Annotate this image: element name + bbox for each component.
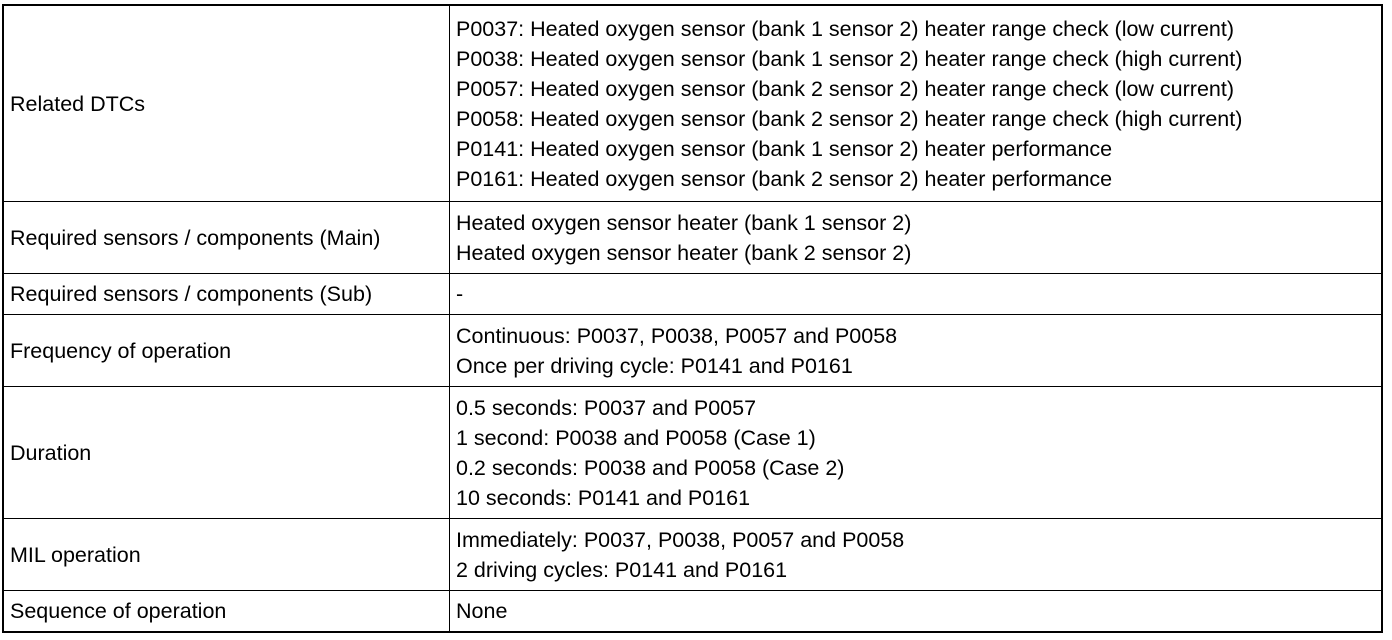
row-label: MIL operation <box>3 519 450 591</box>
value-line: 2 driving cycles: P0141 and P0161 <box>456 557 788 582</box>
row-value <box>450 387 1383 519</box>
value-line: Continuous: P0037, P0038, P0057 and P0058 <box>456 323 898 348</box>
row-label: Related DTCs <box>3 5 450 202</box>
row-label: Frequency of operation <box>3 315 450 387</box>
table-row-frequency <box>3 315 1382 387</box>
value-line: P0057: Heated oxygen sensor (bank 2 sensor 2) heater range check (low current) <box>456 76 1235 101</box>
value-line: Heated oxygen sensor heater (bank 2 sensor 2) <box>456 240 912 265</box>
row-value <box>450 202 1383 274</box>
row-value <box>450 5 1383 202</box>
row-value <box>450 315 1383 387</box>
row-label: Sequence of operation <box>3 591 450 633</box>
value-line: P0161: Heated oxygen sensor (bank 2 sensor 2) heater performance <box>456 166 1113 191</box>
row-value <box>450 591 1383 633</box>
value-line: Immediately: P0037, P0038, P0057 and P0058 <box>456 527 905 552</box>
table-row-required-sub <box>3 274 1382 315</box>
row-value <box>450 274 1383 315</box>
row-label: Duration <box>3 387 450 519</box>
table-row-related-dtcs <box>3 5 1382 202</box>
table-row-sequence <box>3 591 1382 633</box>
monitor-spec-table <box>2 4 1383 633</box>
row-value <box>450 519 1383 591</box>
value-line: None <box>456 599 508 623</box>
value-line: Once per driving cycle: P0141 and P0161 <box>456 353 853 378</box>
value-line: P0141: Heated oxygen sensor (bank 1 sensor 2) heater performance <box>456 136 1113 161</box>
value-line: P0038: Heated oxygen sensor (bank 1 sensor 2) heater range check (high current) <box>456 46 1243 71</box>
value-line: P0037: Heated oxygen sensor (bank 1 sensor 2) heater range check (low current) <box>456 16 1235 41</box>
value-line: 0.2 seconds: P0038 and P0058 (Case 2) <box>456 455 845 480</box>
value-line: Heated oxygen sensor heater (bank 1 sensor 2) <box>456 210 912 235</box>
table-row-duration <box>3 387 1382 519</box>
value-line: 1 second: P0038 and P0058 (Case 1) <box>456 425 816 450</box>
value-line: 0.5 seconds: P0037 and P0057 <box>456 395 757 420</box>
value-line: - <box>456 282 464 306</box>
row-label: Required sensors / components (Main) <box>3 202 450 274</box>
table-row-mil-operation <box>3 519 1382 591</box>
value-line: P0058: Heated oxygen sensor (bank 2 sensor 2) heater range check (high current) <box>456 106 1243 131</box>
value-line: 10 seconds: P0141 and P0161 <box>456 485 751 510</box>
row-label: Required sensors / components (Sub) <box>3 274 450 315</box>
table-row-required-main <box>3 202 1382 274</box>
